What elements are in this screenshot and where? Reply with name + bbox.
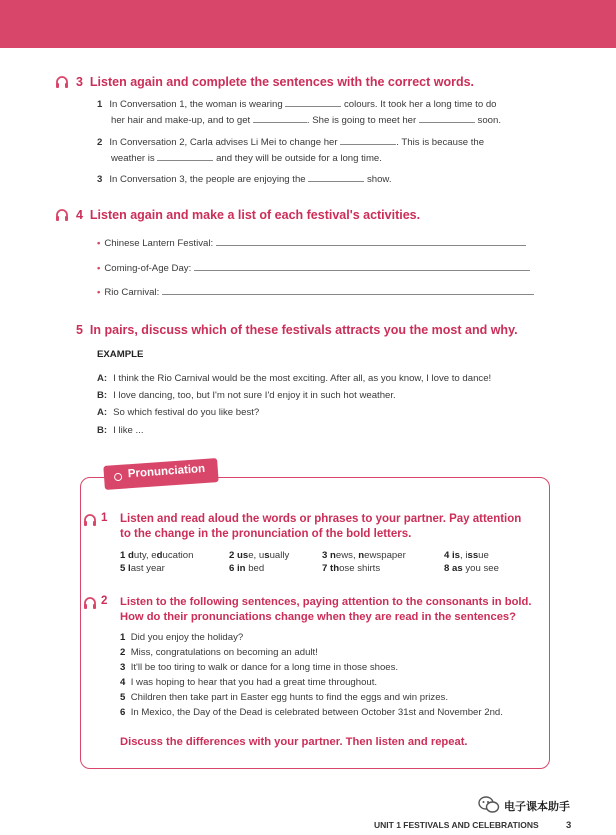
sentence-3: 3 In Conversation 3, the people are enjoying the show. xyxy=(97,174,392,185)
sentence-1: 1 In Conversation 1, the woman is wearing colours. It took her a long time to do xyxy=(97,99,497,110)
answer-blank[interactable] xyxy=(157,151,213,161)
festival-item-lantern: • Chinese Lantern Festival: xyxy=(97,236,526,250)
festival-item-coming-of-age: • Coming-of-Age Day: xyxy=(97,261,530,275)
exercise-number: 5 xyxy=(76,323,83,337)
pron-ex1-number: 1 xyxy=(101,512,108,524)
sentence-item: 2 Miss, congratulations on becoming an adult! xyxy=(120,647,318,658)
exercise-5-heading xyxy=(76,323,518,337)
word-item: 5 last year xyxy=(120,563,165,574)
pron-ex1-title: Listen and read aloud the words or phrases to your partner. Pay attention to the change in the pronunciation of the bold letters. xyxy=(120,513,522,540)
answer-blank[interactable] xyxy=(340,135,396,145)
sentence-item: 4 I was hoping to hear that you had a great time throughout. xyxy=(120,677,378,688)
sentence-2-cont: weather is and they will be outside for a long time. xyxy=(111,153,382,164)
exercise-number: 4 xyxy=(76,208,83,222)
headphones-icon[interactable] xyxy=(55,75,69,89)
answer-blank[interactable] xyxy=(308,172,364,182)
sentence-2: 2 In Conversation 2, Carla advises Li Mei to change her . This is because the xyxy=(97,137,485,148)
sentence-item: 5 Children then take part in Easter egg hunts to find the eggs and win prizes. xyxy=(120,692,449,703)
word-item: 1 duty, education xyxy=(120,550,194,561)
word-item: 3 news, newspaper xyxy=(322,550,406,561)
exercise-title: In pairs, discuss which of these festivals attracts you the most and why. xyxy=(89,323,518,337)
answer-line[interactable] xyxy=(216,236,526,246)
word-item: 2 use, usually xyxy=(229,550,290,561)
exercise-number: 3 xyxy=(76,75,83,89)
answer-blank[interactable] xyxy=(285,97,341,107)
exercise-title: Listen again and complete the sentences with the correct words. xyxy=(89,75,475,89)
exercise-3-heading xyxy=(76,75,474,89)
watermark-text: 电子课本助手 xyxy=(504,801,570,813)
headphones-icon[interactable] xyxy=(83,513,97,527)
top-banner xyxy=(0,0,616,48)
dialog-line: A: So which festival do you like best? xyxy=(97,407,260,418)
word-item: 7 those shirts xyxy=(322,563,381,574)
exercise-title: Listen again and make a list of each festival's activities. xyxy=(89,208,421,222)
page-number: 3 xyxy=(566,820,572,831)
word-item: 6 in bed xyxy=(229,563,265,574)
pronunciation-tab-label: Pronunciation xyxy=(127,462,206,481)
word-item: 4 is, issue xyxy=(444,550,489,561)
dialog-line: A: I think the Rio Carnival would be the most exciting. After all, as you know, I love to dance! xyxy=(97,373,492,384)
festival-item-rio: • Rio Carnival: xyxy=(97,285,534,299)
answer-blank[interactable] xyxy=(419,113,475,123)
headphones-icon[interactable] xyxy=(55,208,69,222)
word-item: 8 as you see xyxy=(444,563,499,574)
dialog-line: B: I love dancing, too, but I'm not sure I'd enjoy it in such hot weather. xyxy=(97,390,396,401)
footer-unit-title: UNIT 1 FESTIVALS AND CELEBRATIONS xyxy=(374,820,539,830)
example-label: EXAMPLE xyxy=(97,349,144,360)
answer-blank[interactable] xyxy=(253,113,307,123)
wechat-icon xyxy=(478,796,500,814)
closing-instruction: Discuss the differences with your partner. Then listen and repeat. xyxy=(120,736,468,748)
sentence-1-cont: her hair and make-up, and to get . She is going to meet her soon. xyxy=(111,115,502,126)
sentence-item: 6 In Mexico, the Day of the Dead is celebrated between October 31st and November 2nd. xyxy=(120,707,503,718)
dialog-line: B: I like ... xyxy=(97,425,144,436)
headphones-icon[interactable] xyxy=(83,596,97,610)
answer-line[interactable] xyxy=(162,285,534,295)
answer-line[interactable] xyxy=(194,261,530,271)
sentence-item: 1 Did you enjoy the holiday? xyxy=(120,632,244,643)
pron-ex2-number: 2 xyxy=(101,595,108,607)
sentence-item: 3 It'll be too tiring to walk or dance for a long time in those shoes. xyxy=(120,662,399,673)
pron-ex2-title: Listen to the following sentences, paying attention to the consonants in bold. How do their pronunciations change when they are read in the sentences? xyxy=(120,596,532,623)
exercise-4-heading xyxy=(76,208,420,222)
